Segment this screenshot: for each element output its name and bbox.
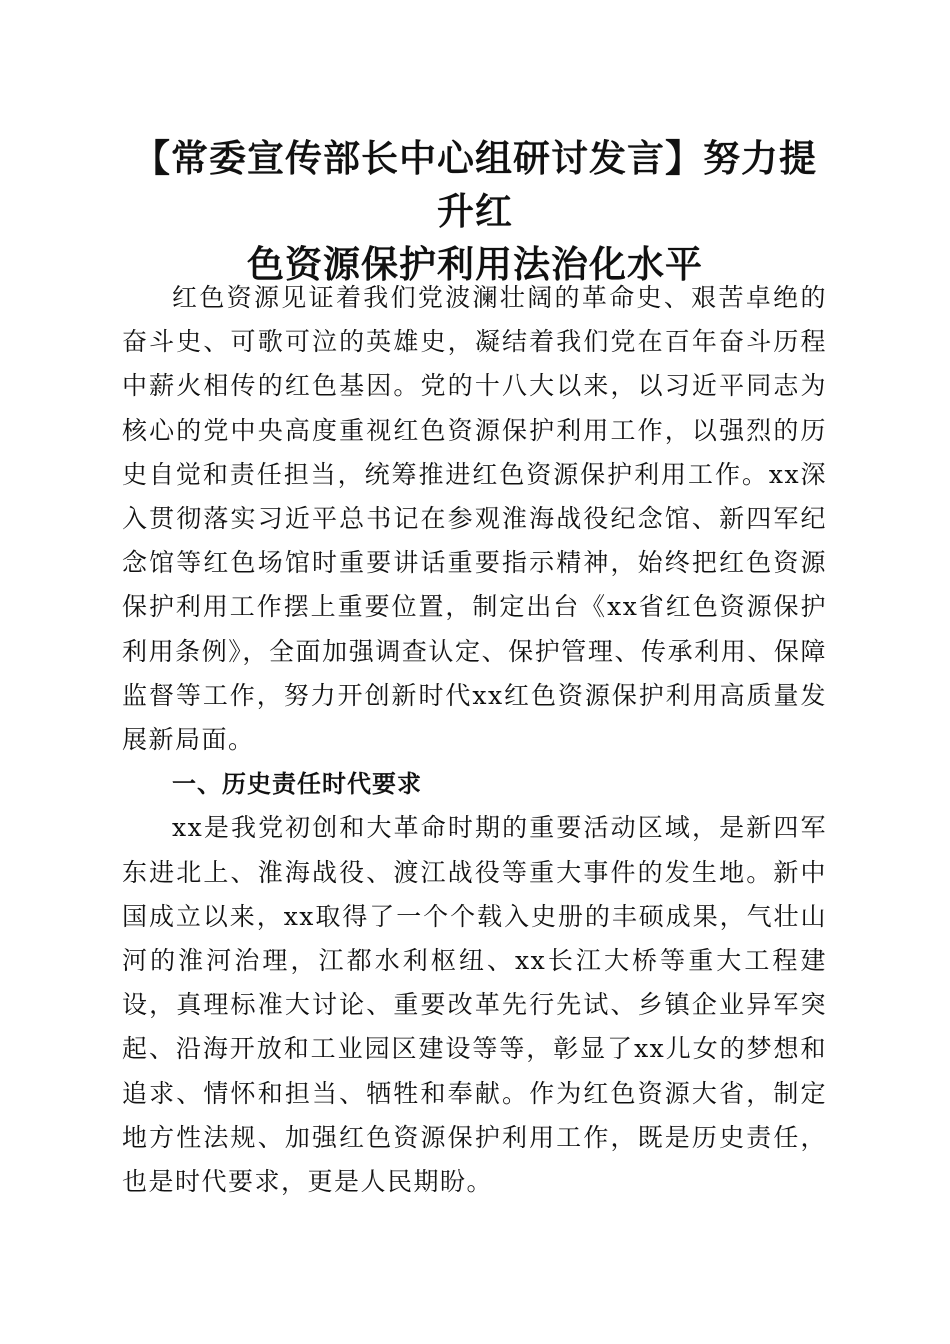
paragraph-section-1: xx是我党初创和大革命时期的重要活动区域，是新四军东进北上、淮海战役、渡江战役等重大事件的发生地。新中国成立以来，xx取得了一个个载入史册的丰硕成果，气壮山河的淮河治理，江都水利枢纽、xx长江大桥等重大工程建设，真理标准大讨论、重要改革先行先试、乡镇企业异军突起、沿海开放和工业园区建设等等，彰显了xx儿女的梦想和追求、情怀和担当、牺牲和奉献。作为红色资源大省，制定地方性法规、加强红色资源保护利用工作，既是历史责任，也是时代要求，更是人民期盼。	[122, 813, 827, 1197]
title-line-1: 【常委宣传部长中心组研讨发言】努力提升红	[133, 137, 817, 233]
title-line-2: 色资源保护利用法治化水平	[247, 243, 703, 286]
paragraph-intro: 红色资源见证着我们党波澜壮阔的革命史、艰苦卓绝的奋斗史、可歌可泣的英雄史，凝结着我们党在百年奋斗历程中薪火相传的红色基因。党的十八大以来，以习近平同志为核心的党中央高度重视红色资源保护利用工作，以强烈的历史自觉和责任担当，统筹推进红色资源保护利用工作。xx深入贯彻落实习近平总书记在参观淮海战役纪念馆、新四军纪念馆等红色场馆时重要讲话重要指示精神，始终把红色资源保护利用工作摆上重要位置，制定出台《xx省红色资源保护利用条例》，全面加强调查认定、保护管理、传承利用、保障监督等工作，努力开创新时代xx红色资源保护利用高质量发展新局面。	[122, 283, 827, 755]
document-title	[120, 132, 830, 291]
section-heading-1: 一、历史责任时代要求	[172, 770, 422, 799]
document-body	[122, 276, 827, 1204]
